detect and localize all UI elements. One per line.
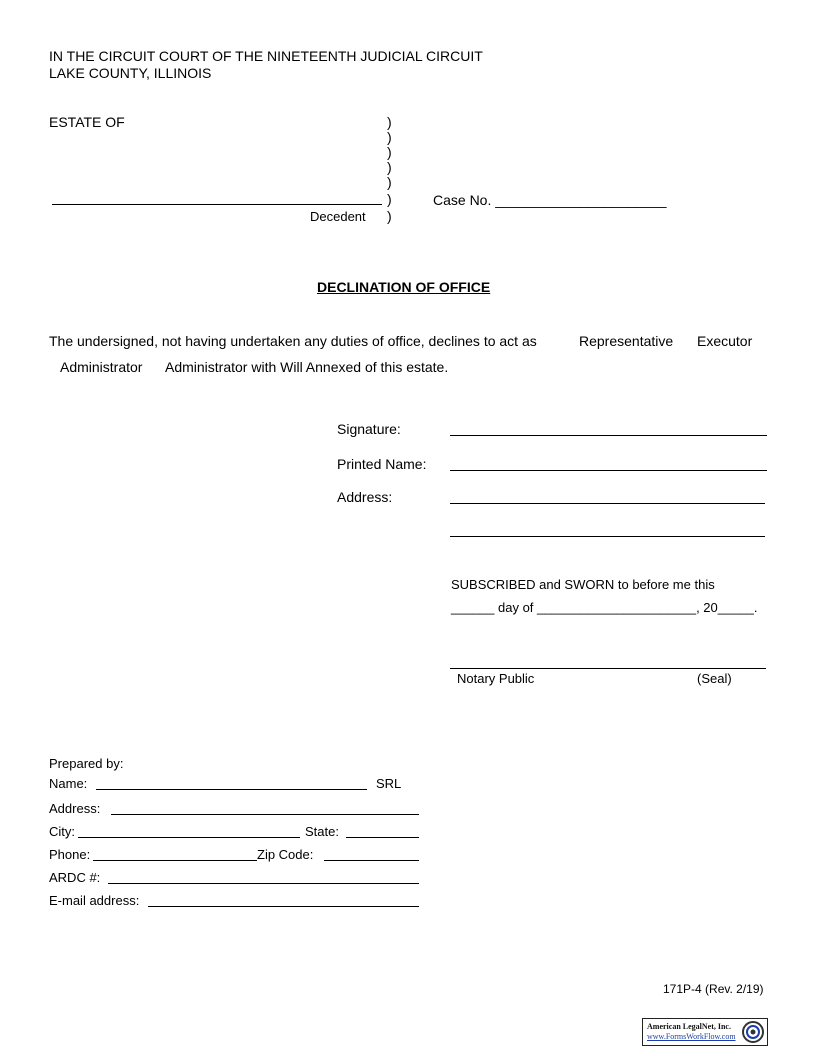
printed-name-label: Printed Name:	[337, 456, 427, 472]
case-number: Case No. ______________________	[433, 192, 667, 208]
preparer-email-label: E-mail address:	[49, 893, 140, 908]
address-line-2[interactable]	[450, 536, 765, 537]
decedent-label: Decedent	[310, 209, 366, 224]
signature-label: Signature:	[337, 421, 401, 437]
decedent-name-line[interactable]	[52, 204, 382, 205]
caption-paren: )	[387, 208, 392, 224]
estate-of-label: ESTATE OF	[49, 114, 125, 130]
preparer-ardc-label: ARDC #:	[49, 870, 101, 885]
form-number: 171P-4 (Rev. 2/19)	[663, 982, 764, 996]
signature-line[interactable]	[450, 435, 767, 436]
preparer-state-label: State:	[305, 824, 339, 839]
logo-website-link[interactable]: www.FormsWorkFlow.com	[647, 1032, 736, 1041]
preparer-city-label: City:	[49, 824, 75, 839]
option-administrator[interactable]: Administrator	[60, 359, 143, 375]
address-label: Address:	[337, 489, 393, 505]
preparer-state-line[interactable]	[346, 837, 419, 838]
preparer-zip-label: Zip Code:	[257, 847, 314, 862]
sworn-date-line: ______ day of ______________________, 20_____.	[451, 600, 758, 615]
caption-paren: )	[387, 144, 392, 160]
notary-public-label: Notary Public	[457, 671, 535, 686]
declination-statement: The undersigned, not having undertaken any duties of office, declines to act as	[49, 333, 537, 349]
address-line-1[interactable]	[450, 503, 765, 504]
preparer-email-line[interactable]	[148, 906, 419, 907]
globe-icon	[741, 1020, 765, 1044]
seal-label: (Seal)	[697, 671, 732, 686]
option-executor[interactable]: Executor	[697, 333, 753, 349]
caption-paren: )	[387, 159, 392, 175]
preparer-city-line[interactable]	[78, 837, 300, 838]
preparer-zip-line[interactable]	[324, 860, 419, 861]
preparer-name-label: Name:	[49, 776, 88, 791]
logo-company-name: American LegalNet, Inc.	[647, 1022, 731, 1031]
preparer-ardc-line[interactable]	[108, 883, 419, 884]
publisher-logo[interactable]	[642, 1018, 768, 1046]
sworn-statement: SUBSCRIBED and SWORN to before me this	[451, 577, 715, 592]
county-heading: LAKE COUNTY, ILLINOIS	[49, 65, 212, 81]
caption-paren: )	[387, 174, 392, 190]
caption-paren: )	[387, 129, 392, 145]
form-title: DECLINATION OF OFFICE	[317, 279, 491, 295]
option-representative[interactable]: Representative	[579, 333, 674, 349]
notary-signature-line[interactable]	[450, 668, 766, 669]
printed-name-line[interactable]	[450, 470, 767, 471]
preparer-phone-label: Phone:	[49, 847, 91, 862]
preparer-name-line[interactable]	[96, 789, 367, 790]
option-administrator-will-annexed[interactable]: Administrator with Will Annexed of this estate.	[165, 359, 449, 375]
preparer-address-line[interactable]	[111, 814, 419, 815]
preparer-address-label: Address:	[49, 801, 101, 816]
caption-paren: )	[387, 191, 392, 207]
prepared-by-heading: Prepared by:	[49, 756, 124, 771]
caption-paren: )	[387, 114, 392, 130]
court-heading: IN THE CIRCUIT COURT OF THE NINETEENTH JUDICIAL CIRCUIT	[49, 48, 483, 64]
preparer-phone-line[interactable]	[93, 860, 257, 861]
srl-label: SRL	[376, 776, 402, 791]
